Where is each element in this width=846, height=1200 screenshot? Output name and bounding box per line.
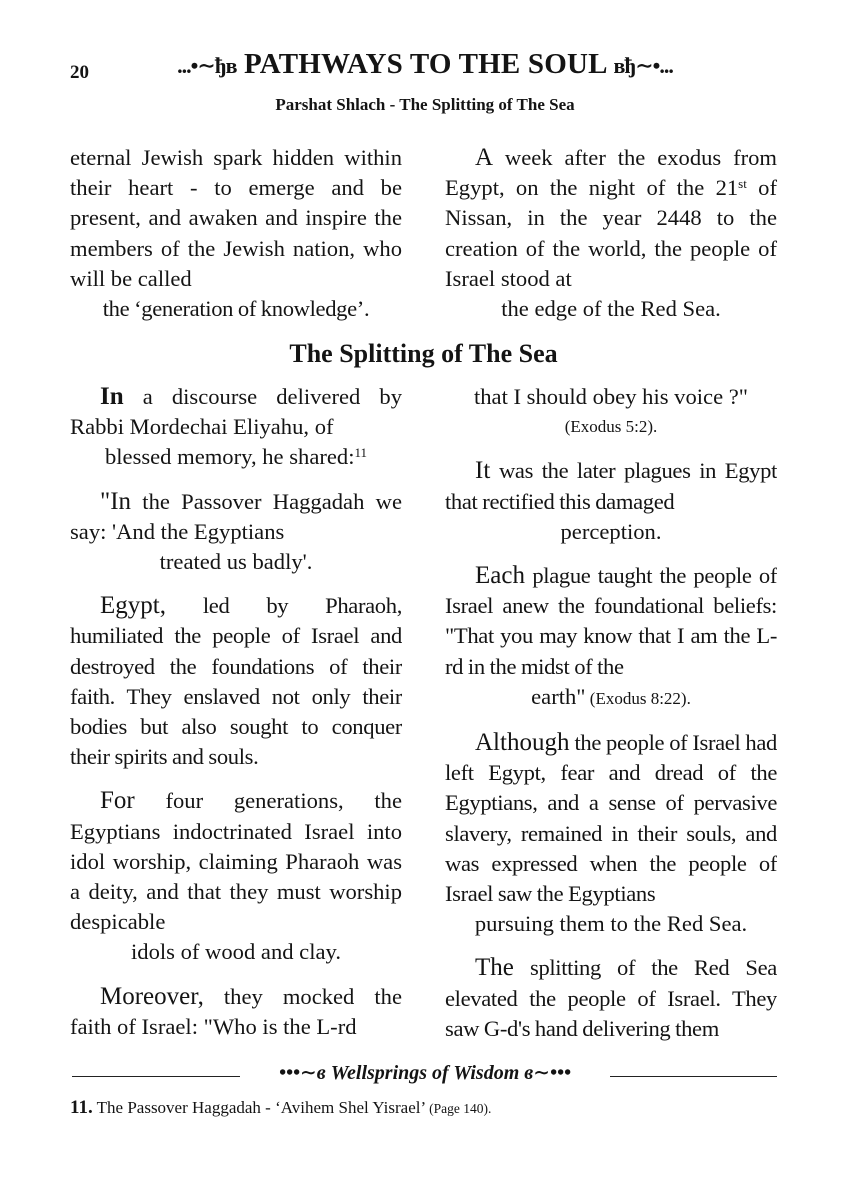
top-right-column	[445, 143, 777, 324]
paragraph-last-line: the edge of the Red Sea.	[501, 296, 721, 322]
lead-word: Egypt,	[100, 592, 166, 620]
footnote	[70, 1097, 491, 1119]
paragraph	[70, 591, 402, 772]
ornament-right-icon: вђ∼•...	[613, 53, 673, 78]
lead-word: A	[475, 144, 494, 171]
page-number: 20	[70, 62, 89, 83]
paragraph-text: was the later plagues in Egypt that rectified this damaged	[445, 458, 777, 514]
chapter-subtitle: Parshat Shlach - The Splitting of The Sea	[275, 95, 575, 114]
lead-word: In	[100, 383, 124, 410]
lead-word: "In	[100, 487, 132, 515]
ordinal-suffix: st	[738, 176, 747, 192]
lead-word: Although	[475, 729, 570, 757]
paragraph-text: the Passover Haggadah we say: 'And the Egyptians	[70, 488, 402, 544]
paragraph-last-line: the ‘generation of knowledge’.	[102, 296, 370, 322]
paragraph-last-line: pursuing them to the Red Sea.	[474, 911, 748, 937]
paragraph-last-line	[445, 682, 777, 714]
paragraph-text: led by Pharaoh, humiliated the people of Israel and destroyed the foundations of their faith. They enslaved not only their bodies but also sought to conquer their spirits and souls.	[70, 593, 402, 770]
paragraph	[70, 982, 402, 1042]
lead-word: It	[475, 457, 491, 485]
paragraph	[445, 143, 777, 324]
paragraph-last-line: perception.	[560, 518, 662, 544]
paragraph-text: a discourse delivered by Rabbi Mordechai Eliyahu, of	[70, 384, 402, 440]
paragraph-text: splitting of the Red Sea elevated the people of Israel. They saw G-d's hand delivering them	[445, 955, 777, 1041]
paragraph-last-line: idols of wood and clay.	[131, 939, 341, 965]
footnote-number: 11.	[70, 1097, 93, 1118]
main-left-column	[70, 382, 402, 1044]
footer-ornament-text: Wellsprings of Wisdom	[330, 1062, 520, 1084]
scripture-reference: (Exodus 5:2).	[564, 417, 658, 437]
last-line-text: blessed memory, he shared:	[104, 444, 355, 470]
paragraph-text: four generations, the Egyptians indoctrinated Israel into idol worship, claiming Pharaoh was a deity, and that they must worship despicable	[70, 788, 402, 935]
ornament-left-icon: •••∼в	[279, 1062, 326, 1084]
ornament-left-icon: ...•∼ђв	[177, 53, 237, 78]
paragraph	[445, 382, 777, 442]
footnote-page: (Page 140).	[429, 1101, 492, 1116]
ornament-right-icon: в∼•••	[524, 1062, 571, 1084]
footer-ornament	[240, 1060, 610, 1085]
paragraph	[445, 561, 777, 714]
paragraph	[70, 786, 402, 967]
paragraph	[445, 728, 777, 939]
paragraph-text: plague taught the people of Israel anew the foundational beliefs: "That you may know that I am the L-rd in the midst of the	[445, 563, 777, 679]
paragraph	[70, 382, 402, 473]
lead-word: Moreover,	[100, 982, 204, 1010]
last-line-text: earth"	[531, 683, 586, 709]
paragraph-last-line	[70, 442, 402, 472]
top-left-column	[70, 143, 402, 324]
footnote-ref[interactable]: 11	[354, 445, 368, 461]
paragraph	[445, 953, 777, 1044]
book-title: PATHWAYS TO THE SOUL	[243, 48, 607, 80]
paragraph	[70, 143, 402, 324]
footnote-text: The Passover Haggadah - ‘Avihem Shel Yisrael’	[92, 1098, 430, 1117]
paragraph-text: week after the exodus from Egypt, on the night of the 21	[445, 145, 777, 201]
paragraph-text-continued: of Nissan, in the year 2448 to the creation of the world, the people of Israel stood at	[445, 175, 777, 291]
scripture-reference: (Exodus 8:22).	[585, 688, 691, 708]
running-header	[130, 48, 720, 81]
lead-word: For	[100, 787, 135, 815]
paragraph	[70, 487, 402, 578]
paragraph-last-line: treated us badly'.	[159, 549, 313, 575]
paragraph-text: that I should obey his voice ?"	[473, 384, 748, 409]
lead-word: Each	[475, 562, 525, 590]
paragraph-text: they mocked the faith of Israel: "Who is the L-rd	[70, 983, 402, 1039]
paragraph-text: the people of Israel had left Egypt, fear and dread of the Egyptians, and a sense of pervasive slavery, remained in their souls, and was expressed when the people of Israel saw the Egyptians	[445, 730, 777, 907]
main-right-column	[445, 382, 777, 1044]
paragraph-text: eternal Jewish spark hidden within their heart - to emerge and be present, and awaken and inspire the members of the Jewish nation, who will be called	[70, 145, 402, 291]
lead-word: The	[475, 954, 514, 982]
paragraph	[445, 456, 777, 547]
section-heading: The Splitting of The Sea	[289, 339, 558, 368]
